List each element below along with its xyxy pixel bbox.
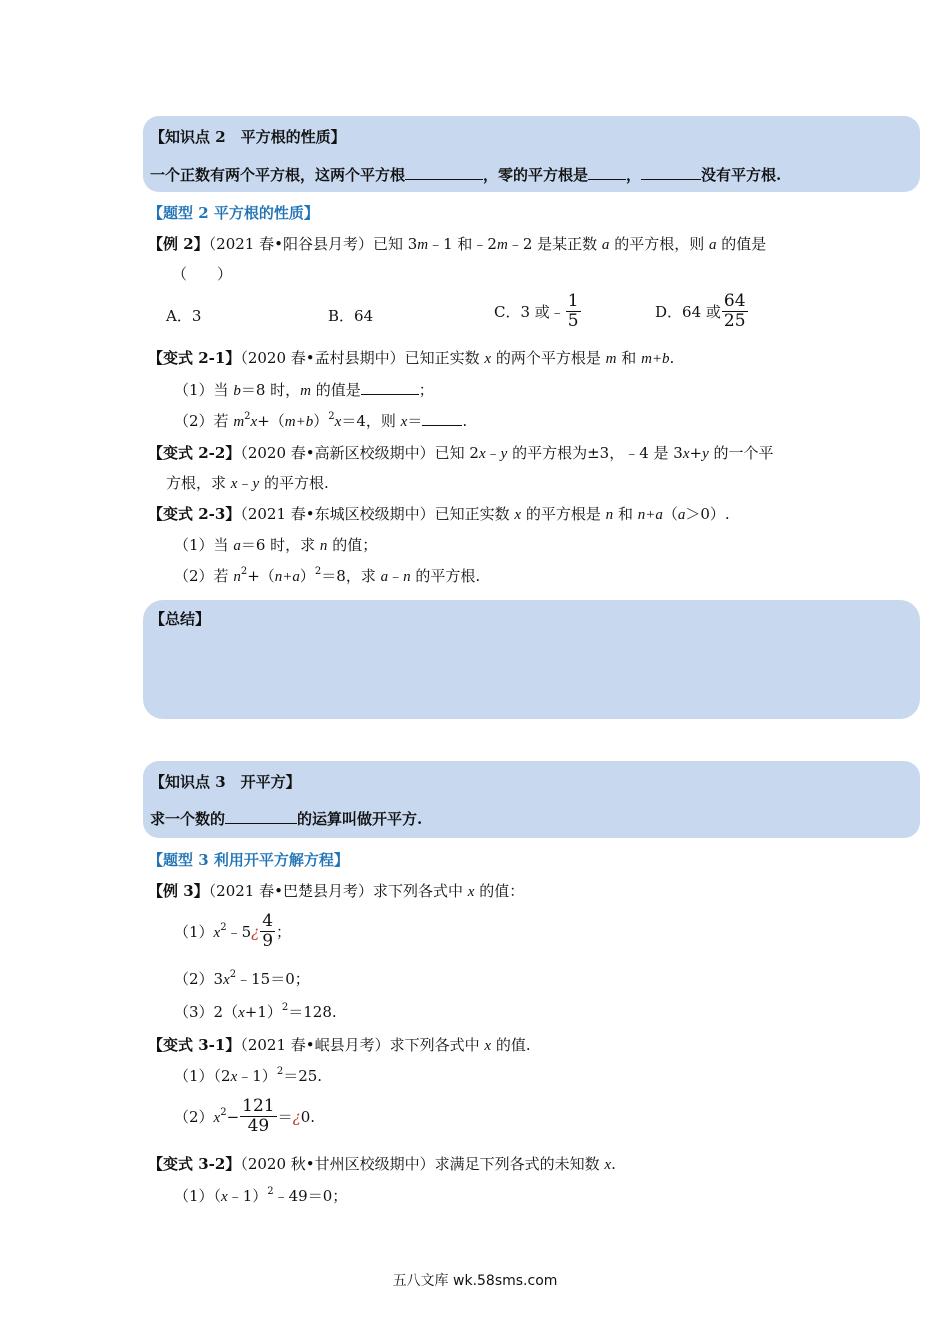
fill-blank[interactable] [641, 164, 701, 180]
fill-blank[interactable] [422, 410, 462, 426]
option-a[interactable]: A．3 [166, 307, 202, 325]
option-d[interactable]: D．64 或 $\frac{64}{25}$ [655, 291, 746, 331]
example-2-question: 【例 2】（2021 春•阳谷县月考）已知 3m﹣1 和﹣2m﹣2 是某正数 a 的平方根，则 a 的值是 [148, 235, 767, 253]
example-3-part-3: $(3)2(x+1)^2=128$. [174, 1002, 337, 1021]
fraction-64-25: $\frac{64}{25}$ [723, 291, 746, 331]
fill-blank[interactable] [405, 164, 483, 180]
knowledge-point-3-title: 【知识点 3 开平方】 [150, 773, 301, 791]
summary-title: 【总结】 [150, 610, 211, 628]
variant-3-2-part-1: （1）（x﹣1）$^2$﹣49＝0； [174, 1186, 348, 1205]
fraction-one-fifth: $\frac{1}{5}$ [567, 291, 579, 331]
fraction-4-9: $\frac{4}{9}$ [262, 911, 274, 951]
footer-watermark[interactable]: 五八文库 wk.58sms.com [392, 1273, 558, 1289]
fraction-121-49: $\frac{121}{49}$ [242, 1096, 275, 1136]
knowledge-point-2-text: 一个正数有两个平方根，这两个平方根 ，零的平方根是 ， 没有平方根. [150, 166, 782, 184]
variant-2-1-part-2: （2）若 $m^2x+(m+b)^2x=4$，则 x＝ . [174, 411, 468, 430]
variant-2-3-question: 【变式 2-3】（2021 春•东城区校级期中）已知正实数 x 的平方根是 n 和 n+a（a＞0）. [148, 505, 730, 523]
type-3-heading: 【题型 3 利用开平方解方程】 [148, 851, 349, 869]
example-3-part-1: $(1)x^2﹣5¿$ $\frac{4}{9}$ ； [174, 911, 292, 951]
example-3-part-2: $(2)3x^2﹣15=0$； [174, 969, 310, 988]
option-b[interactable]: B．64 [328, 307, 374, 325]
variant-2-1-part-1: （1）当 b＝8 时，m 的值是 ； [174, 381, 434, 399]
example-2-answer-paren: （ ） [172, 265, 233, 283]
variant-2-1-question: 【变式 2-1】（2020 春•孟村县期中）已知正实数 x 的两个平方根是 m 和 m+b. [148, 349, 675, 367]
option-c[interactable]: C．3 或﹣ $\frac{1}{5}$ [494, 291, 579, 331]
variant-2-2-question-cont: 方根，求 x﹣y 的平方根. [166, 474, 329, 492]
variant-3-1-question: 【变式 3-1】（2021 春•岷县月考）求下列各式中 x 的值. [148, 1036, 531, 1054]
fill-blank[interactable] [225, 808, 297, 824]
fill-blank[interactable] [361, 379, 419, 395]
knowledge-point-3-text: 求一个数的 的运算叫做开平方. [150, 810, 423, 828]
variant-3-1-part-1: （1）（2x﹣1）$^2$＝25. [174, 1066, 323, 1085]
fill-blank[interactable] [588, 164, 626, 180]
variant-3-2-question: 【变式 3-2】（2020 秋•甘州区校级期中）求满足下列各式的未知数 x. [148, 1155, 616, 1173]
variant-2-3-part-1: （1）当 a＝6 时，求 n 的值； [174, 536, 378, 554]
variant-2-2-question: 【变式 2-2】（2020 春•高新区校级期中）已知 2x﹣y 的平方根为±3，﹣4 是 3x+y 的一个平 [148, 444, 774, 462]
variant-3-1-part-2: $(2)x^2-$ $\frac{121}{49}$ ＝¿0. [174, 1096, 315, 1136]
summary-box [143, 600, 920, 719]
variant-2-3-part-2: （2）若 $n^2+(n+a)^2=8$，求 a﹣n 的平方根. [174, 566, 481, 585]
type-2-heading: 【题型 2 平方根的性质】 [148, 204, 319, 222]
example-3-question: 【例 3】（2021 春•巴楚县月考）求下列各式中 x 的值： [148, 882, 525, 900]
knowledge-point-2-title: 【知识点 2 平方根的性质】 [150, 128, 346, 146]
